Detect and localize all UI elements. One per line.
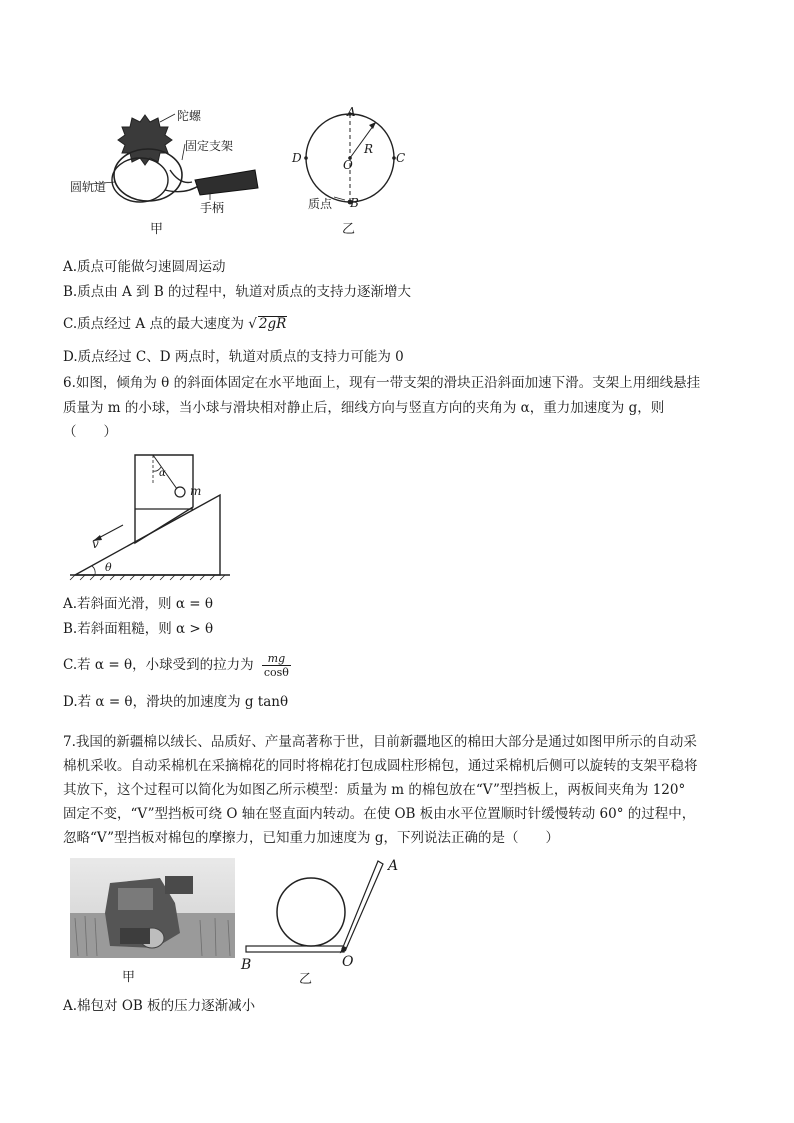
label-plate-B: B (241, 957, 252, 973)
fraction-numerator: mg (262, 652, 291, 666)
fraction-mg-over-cos (262, 652, 291, 679)
figure-6-drawing (65, 445, 235, 585)
q7-stem-line3: 其放下，这个过程可以简化为如图乙所示模型：质量为 m 的棉包放在“V”型挡板上，两板间夹角为 120° (63, 782, 686, 798)
label-velocity-v: v (92, 537, 99, 551)
label-plate-A: A (388, 858, 399, 874)
q5-option-C-text: C.质点经过 A 点的最大速度为 (63, 316, 244, 332)
label-circular-track: 圆轨道 (70, 180, 107, 194)
label-handle: 手柄 (200, 201, 225, 215)
fraction-denominator: cosθ (263, 666, 289, 679)
q5-option-C (63, 315, 287, 333)
sqrt-symbol: √ (248, 316, 257, 332)
q5-option-B: B.质点由 A 到 B 的过程中，轨道对质点的支持力逐渐增大 (63, 284, 412, 300)
caption-yi: 乙 (342, 222, 356, 237)
q7-stem-line1: 7.我国的新疆棉以绒长、品质好、产量高著称于世，目前新疆地区的棉田大部分是通过如图甲所示的自动采 (63, 734, 697, 750)
caption-jia: 甲 (150, 222, 164, 237)
label-point-D: D (292, 151, 302, 165)
q6-option-B: B.若斜面粗糙，则 α > θ (63, 621, 214, 637)
q6-stem-line1: 6.如图，倾角为 θ 的斜面体固定在水平地面上，现有一带支架的滑块正沿斜面加速下滑。支架上用细线悬挂 (63, 375, 701, 391)
q5-option-D: D.质点经过 C、D 两点时，轨道对质点的支持力可能为 0 (63, 349, 404, 365)
q7-stem-line4: 固定不变，“V”型挡板可绕 O 轴在竖直面内转动。在使 OB 板由水平位置顺时针缓慢转动 60° 的过程中， (63, 806, 696, 822)
label-fixed-stand: 固定支架 (185, 139, 234, 153)
q6-answer-blank: （ ） (63, 424, 117, 440)
label-mass-point: 质点 (308, 197, 333, 211)
q7-stem-line2: 棉机采收。自动采棉机在采摘棉花的同时将棉花打包成圆柱形棉包，通过采棉机后侧可以旋转的支架平稳将 (63, 758, 698, 774)
q5-option-A: A.质点可能做匀速圆周运动 (63, 259, 226, 275)
label-radius-R: R (364, 142, 374, 156)
label-point-B: B (350, 196, 359, 210)
q6-option-C (63, 652, 291, 679)
label-axis-O: O (342, 954, 354, 970)
label-point-C: C (396, 151, 406, 165)
cotton-picker-photo (70, 858, 235, 958)
q7-option-A: A.棉包对 OB 板的压力逐渐减小 (63, 998, 256, 1014)
v-plate-model (238, 858, 408, 983)
label-tuoluo: 陀螺 (177, 109, 202, 123)
label-point-A: A (347, 105, 356, 119)
label-mass-m: m (190, 484, 202, 498)
caption-jia-7: 甲 (122, 970, 136, 985)
q5-option-C-root: 2gR (258, 316, 287, 332)
q7-stem-line5: 忽略“V”型挡板对棉包的摩擦力，已知重力加速度为 g，下列说法正确的是（ ） (63, 830, 559, 846)
q6-option-C-text: C.若 α = θ，小球受到的拉力为 (63, 657, 254, 673)
q6-option-D: D.若 α = θ，滑块的加速度为 g tanθ (63, 694, 289, 710)
label-center-O: O (343, 158, 353, 172)
q6-option-A: A.若斜面光滑，则 α = θ (63, 596, 213, 612)
label-alpha: α (159, 468, 166, 479)
caption-yi-7: 乙 (299, 972, 313, 987)
label-theta: θ (105, 561, 112, 574)
q6-stem-line2: 质量为 m 的小球，当小球与滑块相对静止后，细线方向与竖直方向的夹角为 α，重力加速度为 g，则 (63, 400, 665, 416)
